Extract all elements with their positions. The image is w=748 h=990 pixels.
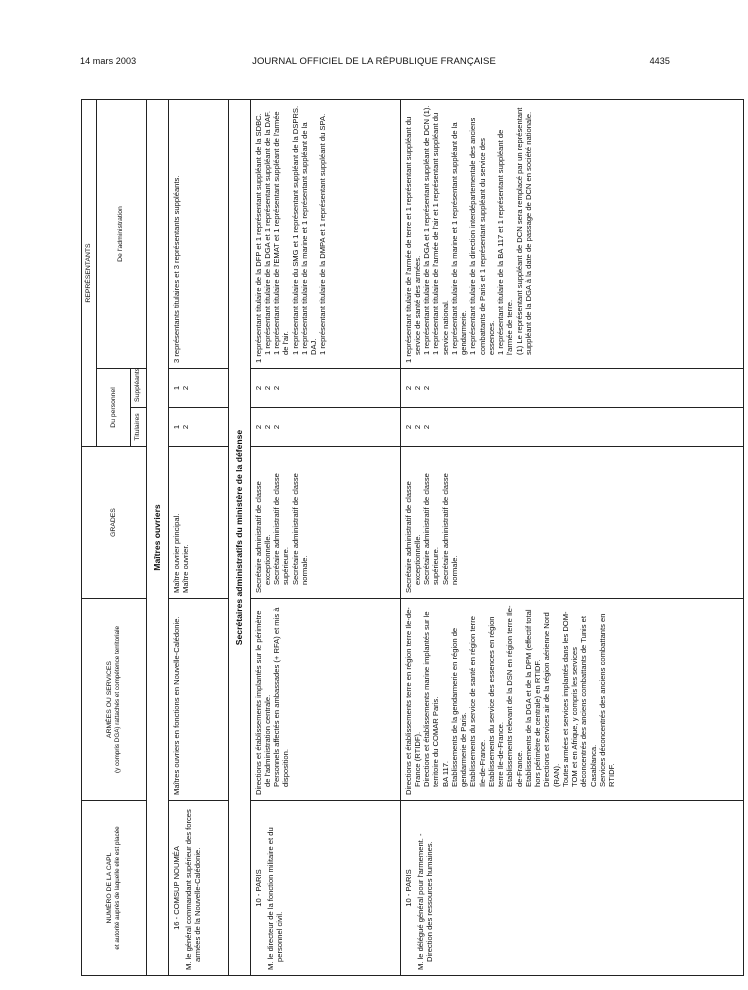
journal-title: JOURNAL OFFICIEL DE LA RÉPUBLIQUE FRANÇAISE: [252, 56, 496, 67]
header-grades: GRADES: [82, 447, 147, 599]
capl-authority: M. le général commandant supérieur des forces armées de la Nouvelle-Calédonie.: [183, 809, 203, 970]
capl-authority: M. le directeur de la fonction militaire et du personnel civil.: [265, 827, 285, 970]
page-number: 4435: [649, 56, 670, 66]
header-du-personnel: Du personnel: [97, 369, 131, 447]
suppleants-cell: 2 2 2: [250, 369, 400, 408]
header-armees-services: ARMÉES OU SERVICES (y compris DGA) rattachés et compétence territoriale: [82, 599, 147, 801]
header-representants: REPRÉSENTANTS: [82, 100, 97, 447]
section-secretaires-administratifs: Secrétaires administratifs du ministère de la défense: [228, 100, 250, 976]
header-suppleants: Suppléants: [131, 369, 146, 408]
capl-number: 10 - PARIS: [403, 869, 413, 907]
grades-cell: Secrétaire administratif de classe exceptionnelle. Secrétaire administratif de classe supérieure. Secrétaire administratif de classe normale.: [400, 447, 743, 599]
grades-cell: Secrétaire administratif de classe exceptionnelle. Secrétaire administratif de classe supérieure. Secrétaire administratif de classe normale.: [250, 447, 400, 599]
suppleants-cell: 2 2 2: [400, 369, 743, 408]
capl-number: 10 - PARIS: [253, 869, 263, 907]
grades-cell: Maître ouvrier principal. Maître ouvrier.: [168, 447, 228, 599]
header-date: 14 mars 2003: [80, 56, 137, 66]
titulaires-cell: 2 2 2: [250, 408, 400, 447]
services-cell: Maîtres ouvriers en fonctions en Nouvelle-Calédonie.: [168, 599, 228, 801]
section-maitres-ouvriers: Maîtres ouvriers: [146, 100, 168, 976]
capl-authority: M. le délégué général pour l'armement. - Direction des ressources humaines.: [415, 833, 435, 970]
capl-table: [81, 99, 744, 976]
rotated-table-container: [81, 100, 744, 976]
titulaires-cell: 2 2 2: [400, 408, 743, 447]
suppleants-cell: 1 2: [168, 369, 228, 408]
capl-cell: [250, 801, 400, 976]
titulaires-cell: 1 2: [168, 408, 228, 447]
administration-cell: 3 représentants titulaires et 3 représentants suppléants.: [168, 100, 228, 369]
capl-cell: [168, 801, 228, 976]
services-cell: Directions et établissements implantés sur le périmètre de l'administration centrale. Personnels affectés en ambassades (+ RFA) et mis à disposition.: [250, 599, 400, 801]
services-cell: Directions et établissements terre en région terre Ile-de-France (RTIDF). Directions et établissements marine implantés sur le territoire du COMAR Paris. BA 117. Etablissements de la gendarmerie en région de gendarmerie de Paris. Etablissements du service de santé en région terre Ile-de-France. Etablissements du service des essences en région terre Ile-de-France. Etablissements relevant de la DSN en région terre Ile-de-France. Etablissements de la DGA et de la DPM (effectif total hors périmètre de centrale) en RTIDF. Directions et services air de la région aérienne Nord (RAN). Toutes armées et services implantés dans les DOM-TOM et en Afrique, y compris les services déconcentrés des anciens combattants de Tunis et Casablanca. Services déconcentrés des anciens combattants en RTIDF.: [400, 599, 743, 801]
administration-cell: 1 représentant titulaire de l'armée de terre et 1 représentant suppléant du service de santé des armées. 1 représentant titulaire de la DGA et 1 représentant suppléant de DCN (1). 1 représentant titulaire de l'armée de l'air et 1 représentant suppléant du service national. 1 représentant titulaire de la marine et 1 représentant suppléant de la gendarmerie. 1 représentant titulaire de la direction interdépartementale des anciens combattants de Paris et 1 représentant suppléant du service des essences. 1 représentant titulaire de la BA 117 et 1 représentant suppléant de l'armée de terre. (1) Le représentant suppléant de DCN sera remplacé par un représentant suppléant de la DGA à la date de passage de DCN en société nationale.: [400, 100, 743, 369]
header-administration: De l'administration: [97, 100, 146, 369]
capl-cell: [400, 801, 743, 976]
header-capl-number: NUMÉRO DE LA CAPL et autorité auprès de laquelle elle est placée: [82, 801, 147, 976]
administration-cell: 1 représentant titulaire de la DFP et 1 représentant suppléant de la SDBC. 1 représentant titulaire de la DGA et 1 représentant suppléant de la DAF. 1 représentant titulaire de l'EMAT et 1 représentant suppléant de l'armée de l'air. 1 représentant titulaire du SMG et 1 représentant suppléant de la DSPRS. 1 représentant titulaire de la marine et 1 représentant suppléant de la DAJ. 1 représentant titulaire de la DMPA et 1 représentant suppléant du SPA.: [250, 100, 400, 369]
header-titulaires: Titulaires: [131, 408, 146, 447]
capl-number: 16 - COMSUP NOUMÉA: [171, 846, 181, 930]
